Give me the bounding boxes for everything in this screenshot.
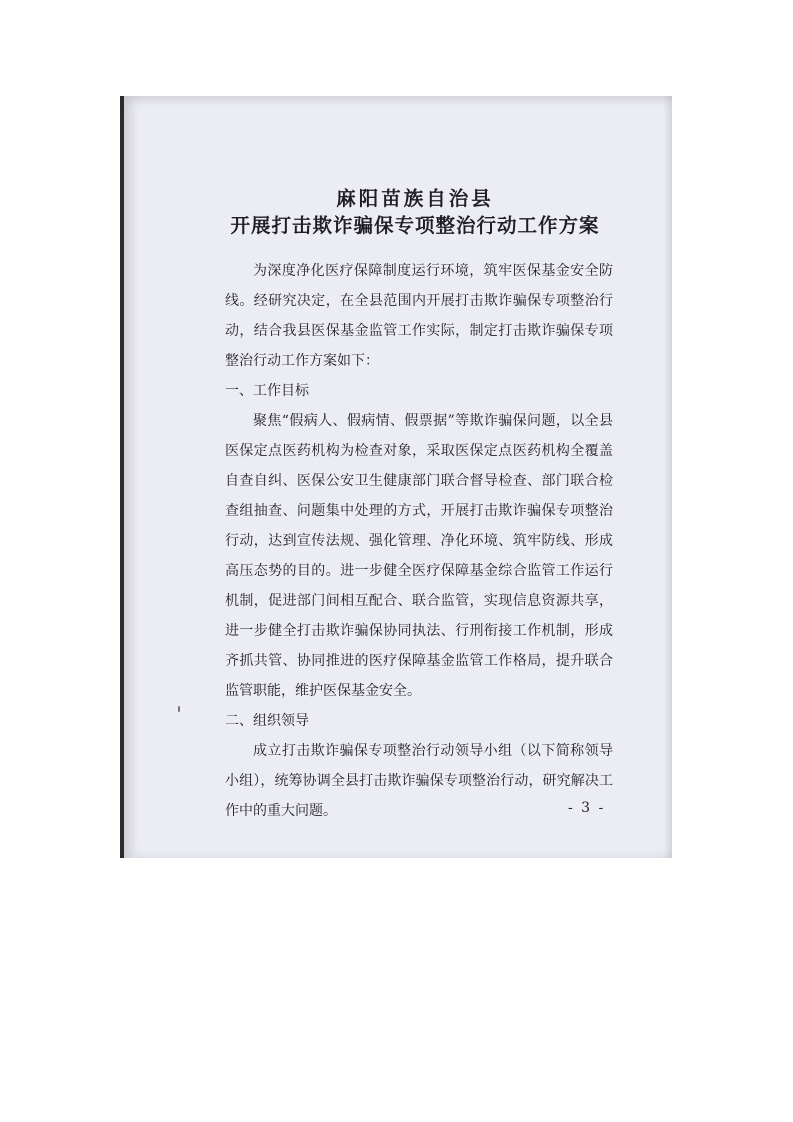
- section2-paragraph: 成立打击欺诈骗保专项整治行动领导小组（以下简称领导小组），统筹协调全县打击欺诈骗保专项整治行动，研究解决工作中的重大问题。: [225, 743, 613, 819]
- section2-heading: 二、组织领导: [225, 713, 309, 729]
- page-number: - 3 -: [568, 800, 606, 816]
- section1-paragraph: 聚焦“假病人、假病情、假票据”等欺诈骗保问题，以全县医保定点医药机构为检查对象，采取医保定点医药机构全覆盖自查自纠、医保公安卫生健康部门联合督导检查、部门联合检查组抽查、问题集中处理的方式，开展打击欺诈骗保专项整治行动，达到宣传法规、强化管理、净化环境、筑牢防线、形成高压态势的目的。进一步健全医疗保障基金综合监管工作运行机制，促进部门间相互配合、联合监管，实现信息资源共享，进一步健全打击欺诈骗保协同执法、行刑衔接工作机制，形成齐抓共管、协同推进的医疗保障基金监管工作格局，提升联合监管职能，维护医保基金安全。: [225, 413, 613, 699]
- intro-paragraph: 为深度净化医疗保障制度运行环境，筑牢医保基金安全防线。经研究决定，在全县范围内开展打击欺诈骗保专项整治行动，结合我县医保基金监管工作实际，制定打击欺诈骗保专项整治行动工作方案如下：: [225, 263, 613, 369]
- document-title-line1: 麻阳苗族自治县: [336, 187, 494, 210]
- document-title-line2: 开展打击欺诈骗保专项整治行动工作方案: [230, 214, 600, 237]
- document-text: [225, 256, 613, 826]
- document-body: [225, 185, 613, 826]
- section1-heading: 一、工作目标: [225, 383, 309, 399]
- scan-speck: [178, 706, 180, 712]
